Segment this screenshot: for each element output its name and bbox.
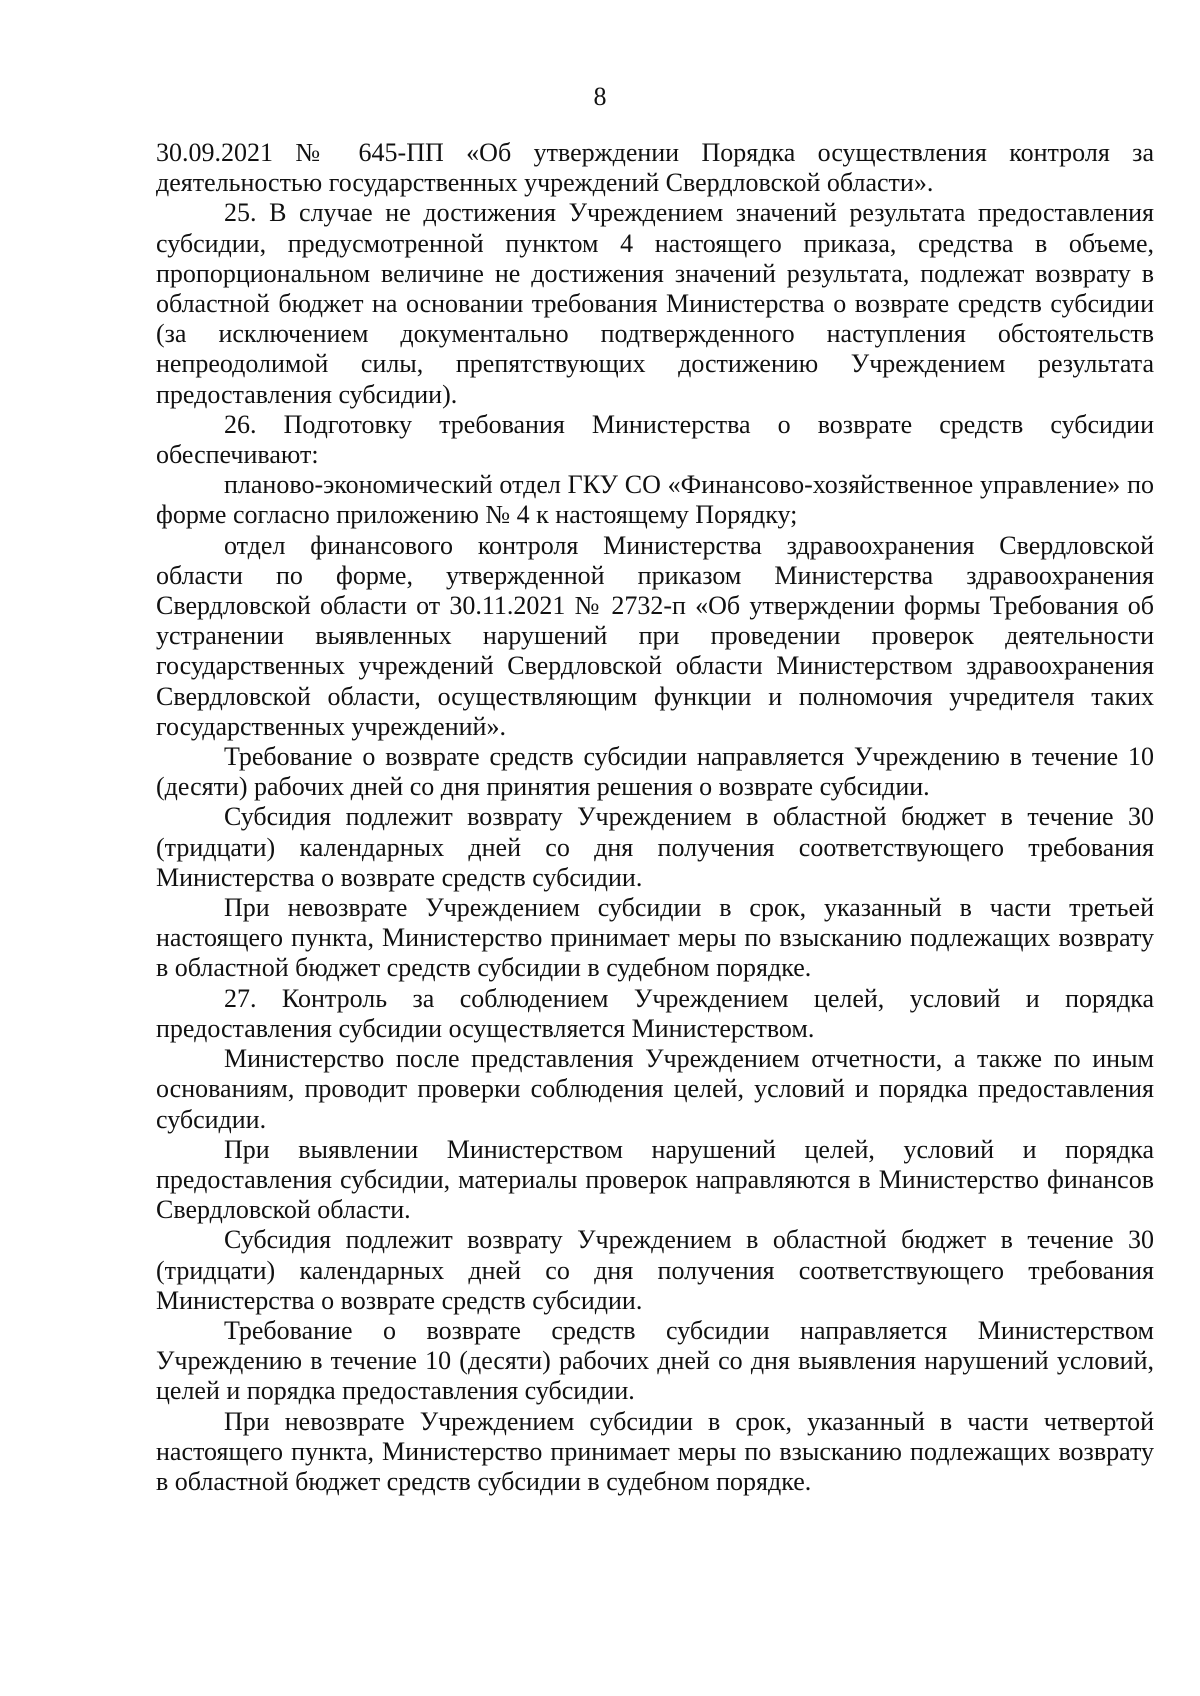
paragraph-item-25: 25. В случае не достижения Учреждением значений результата предоставления субсидии, предусмотренной пунктом 4 настоящего приказа, средства в объеме, пропорциональном величине не достижения значений результата, подлежат возврату в областной бюджет на основании требования Министерства о возврате средств субсидии (за исключением документально подтвержденного наступления обстоятельств непреодолимой силы, препятствующих достижению Учреждением результата предоставления субсидии). bbox=[156, 198, 1154, 409]
paragraph-ministry-inspections: Министерство после представления Учреждением отчетности, а также по иным основаниям, проводит проверки соблюдения целей, условий и порядка предоставления субсидии. bbox=[156, 1044, 1154, 1134]
paragraph-item-26: 26. Подготовку требования Министерства о возврате средств субсидии обеспечивают: bbox=[156, 409, 1154, 470]
paragraph-item-27: 27. Контроль за соблюдением Учреждением целей, условий и порядка предоставления субсидии осуществляется Министерством. bbox=[156, 983, 1154, 1043]
paragraph-planning-department: планово-экономический отдел ГКУ СО «Финансово-хозяйственное управление» по форме согласно приложению № 4 к настоящему Порядку; bbox=[156, 470, 1154, 530]
document-body bbox=[156, 138, 1154, 1497]
paragraph-financial-control-department: отдел финансового контроля Министерства здравоохранения Свердловской области по форме, утвержденной приказом Министерства здравоохранения Свердловской области от 30.11.2021 № 2732-п «Об утверждении формы Требования об устранении выявленных нарушений при проведении проверок деятельности государственных учреждений Свердловской области Министерством здравоохранения Свердловской области, осуществляющим функции и полномочия учредителя таких государственных учреждений». bbox=[156, 530, 1154, 741]
page-number: 8 bbox=[593, 82, 607, 111]
paragraph-return-requirement: Требование о возврате средств субсидии направляется Учреждению в течение 10 (десяти) рабочих дней со дня принятия решения о возврате субсидии. bbox=[156, 742, 1154, 802]
paragraph-non-return-part-three: При невозврате Учреждением субсидии в срок, указанный в части третьей настоящего пункта, Министерство принимает меры по взысканию подлежащих возврату в областной бюджет средств субсидии в судебном порядке. bbox=[156, 893, 1154, 983]
paragraph-subsidy-return: Субсидия подлежит возврату Учреждением в областной бюджет в течение 30 (тридцати) календарных дней со дня получения соответствующего требования Министерства о возврате средств субсидии. bbox=[156, 802, 1154, 892]
paragraph-subsidy-return-repeat: Субсидия подлежит возврату Учреждением в областной бюджет в течение 30 (тридцати) календарных дней со дня получения соответствующего требования Министерства о возврате средств субсидии. bbox=[156, 1225, 1154, 1315]
paragraph-violations-found: При выявлении Министерством нарушений целей, условий и порядка предоставления субсидии, материалы проверок направляются в Министерство финансов Свердловской области. bbox=[156, 1134, 1154, 1225]
paragraph-continuation: 30.09.2021 № 645-ПП «Об утверждении Порядка осуществления контроля за деятельностью государственных учреждений Свердловской области». bbox=[156, 138, 1154, 198]
paragraph-ministry-requirement: Требование о возврате средств субсидии направляется Министерством Учреждению в течение 10 (десяти) рабочих дней со дня выявления нарушений условий, целей и порядка предоставления субсидии. bbox=[156, 1315, 1154, 1406]
paragraph-non-return-part-four: При невозврате Учреждением субсидии в срок, указанный в части четвертой настоящего пункта, Министерство принимает меры по взысканию подлежащих возврату в областной бюджет средств субсидии в судебном порядке. bbox=[156, 1406, 1154, 1496]
